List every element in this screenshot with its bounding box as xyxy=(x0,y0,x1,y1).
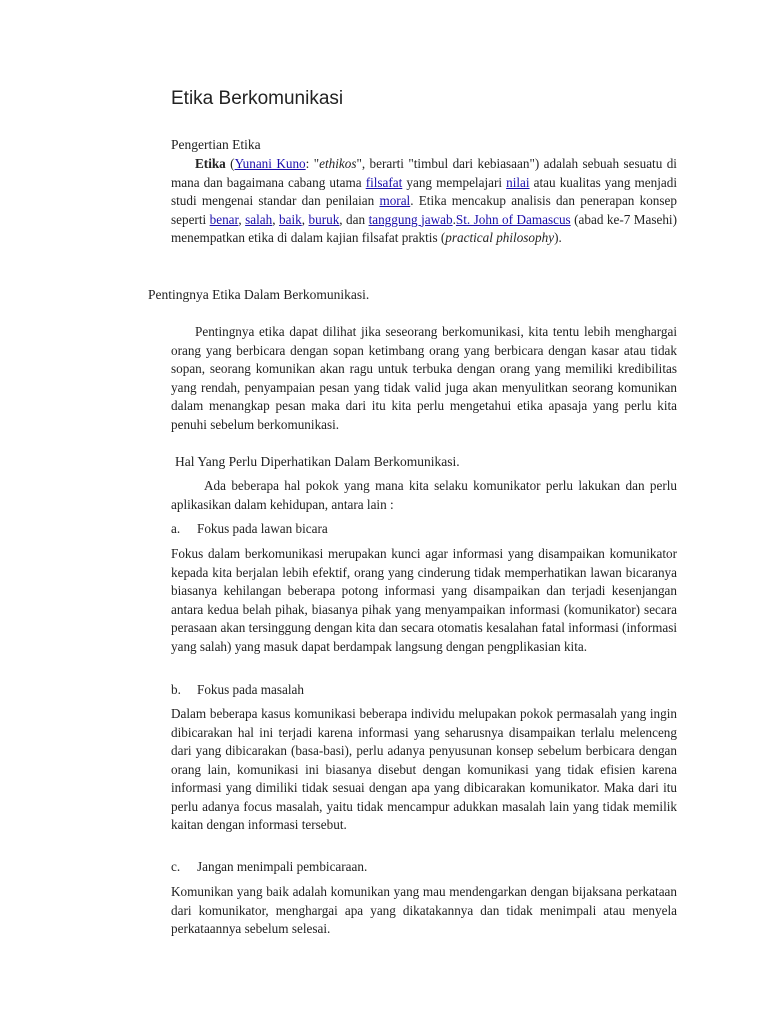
list-item-b-body: Dalam beberapa kasus komunikasi beberapa individu melupakan pokok permasalah yang ingin dibicarakan hal ini terjadi karena informasi yang seharusnya disampaikan terlalu melenceng dari yang dibicarakan (basa-basi), perlu adanya penyusunan konsep sebelum berbicara dengan orang lain, komunikasi ini biasanya disebut dengan komunikasi yang tidak efisien karena informasi yang dimiliki tidak sesuai dengan apa yang dibicarakan komunikator. Maka dari itu perlu adanya focus masalah, yaitu tidak mencampur adukkan masalah lain yang tidak memilik kaitan dengan informasi tersebut. xyxy=(171,706,677,832)
bold-term-etika: Etika xyxy=(195,156,226,171)
section-heading-hal-yang-perlu: Hal Yang Perlu Diperhatikan Dalam Berkomunikasi. xyxy=(175,454,460,469)
text-run: atau kualitas yang menjadi studi mengenai standar dan penilaian xyxy=(171,174,677,208)
link-yunani-kuno[interactable]: Yunani Kuno xyxy=(234,156,306,171)
list-label: Jangan menimpali pembicaraan. xyxy=(197,859,368,874)
text-run: . Etika mencakup analisis dan penerapan konsep seperti xyxy=(171,193,677,227)
paragraph-definition xyxy=(171,155,677,248)
list-label: Fokus pada masalah xyxy=(197,682,304,697)
text-run: (abad ke-7 Masehi) menempatkan etika di dalam kajian filsafat praktis ( xyxy=(171,211,677,245)
link-buruk[interactable]: buruk xyxy=(308,211,340,227)
list-item-c-body: Komunikan yang baik adalah komunikan yang mau mendengarkan dengan bijaksana perkataan dari komunikator, menghargai apa yang dikatakannya dan tidak menimpali atau menyela perkataannya sebelum selesai. xyxy=(171,884,677,936)
italic-ethikos: ethikos xyxy=(319,156,357,171)
paragraph-pentingnya: Pentingnya etika dapat dilihat jika seseorang berkomunikasi, kita tentu lebih menghargai orang yang berbicara dengan sopan ketimbang orang yang berbicara dengan kasar atau tidak sopan, seorang komunikan akan ragu untuk terbuka dengan orang yang memiliki kredibilitas yang rendah, penyampaian pesan yang tidak valid juga akan menyulitkan seorang komunikan dalam menangkap pesan maka dari itu kita perlu mengetahui etika apasaja yang perlu kita penuhi sebelum berkomunikasi. xyxy=(171,324,677,432)
link-nilai[interactable]: nilai xyxy=(506,174,530,190)
text-run: , dan xyxy=(339,211,369,227)
text-run: , xyxy=(238,211,246,227)
text-run: : " xyxy=(305,156,320,171)
link-salah[interactable]: salah xyxy=(245,211,273,227)
text-run: . xyxy=(452,211,456,227)
text-run: ", berarti "timbul dari kebiasaan") adalah sebuah sesuatu di mana dan bagaimana cabang utama xyxy=(171,156,677,190)
text-run: ). xyxy=(554,230,562,245)
list-item-b-heading xyxy=(171,681,304,700)
link-filsafat[interactable]: filsafat xyxy=(365,174,403,190)
section-heading-pentingnya: Pentingnya Etika Dalam Berkomunikasi. xyxy=(148,287,370,302)
text-run: ( xyxy=(225,156,235,171)
link-moral[interactable]: moral xyxy=(379,193,411,208)
list-item-a-heading xyxy=(171,520,328,539)
list-item-c-heading xyxy=(171,858,367,877)
link-benar[interactable]: benar xyxy=(209,211,239,227)
link-st-john-of-damascus[interactable]: St. John of Damascus xyxy=(455,211,571,227)
link-baik[interactable]: baik xyxy=(279,211,302,227)
text-run: , xyxy=(272,211,280,227)
list-marker: c. xyxy=(171,859,181,874)
italic-practical-philosophy: practical philosophy xyxy=(445,230,555,245)
paragraph-intro: Ada beberapa hal pokok yang mana kita selaku komunikator perlu lakukan dan perlu aplikasikan dalam kehidupan, antara lain : xyxy=(171,478,677,512)
list-label: Fokus pada lawan bicara xyxy=(197,521,328,536)
list-marker: b. xyxy=(171,682,181,697)
link-tanggung-jawab[interactable]: tanggung jawab xyxy=(368,211,453,227)
list-item-a-body: Fokus dalam berkomunikasi merupakan kunci agar informasi yang disampaikan komunikator kepada kita berjalan lebih efektif, orang yang cinderung tidak memperhatikan lawan bicaranya biasanya kehilangan beberapa potong informasi yang disampaikan dan terjadi kesenjangan antara kedua belah pihak, biasanya pihak yang menyampaikan informasi (komunikator) secara perasaan akan tersinggung dengan kita dan secara otomatis kesalahan fatal informasi (informasi yang salah) yang masuk dapat berdampak langsung dengan pengplikasian kita. xyxy=(171,546,677,654)
text-run: , xyxy=(301,211,309,227)
section-heading-pengertian: Pengertian Etika xyxy=(171,137,261,152)
list-marker: a. xyxy=(171,521,181,536)
page-title: Etika Berkomunikasi xyxy=(171,88,344,109)
text-run: yang mempelajari xyxy=(402,174,507,190)
